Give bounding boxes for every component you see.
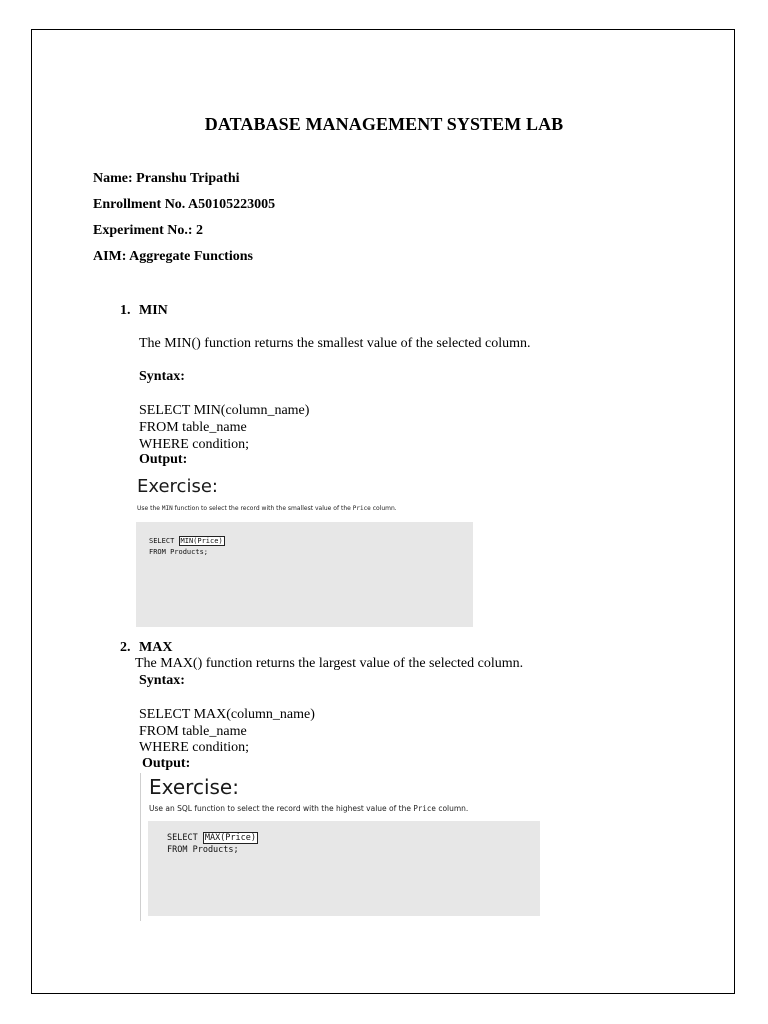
- section-2-description: The MAX() function returns the largest value of the selected column.: [135, 656, 524, 671]
- section-1-syntax-label: Syntax:: [139, 369, 185, 384]
- section-2-number: 2.: [120, 640, 131, 655]
- exercise-title: Exercise:: [149, 775, 239, 799]
- exercise-title: Exercise:: [137, 476, 218, 497]
- code-block: SELECT MAX(Price) FROM Products;: [167, 833, 257, 855]
- max-exercise-screenshot: [141, 773, 541, 919]
- code-editor-box: [148, 821, 540, 916]
- section-1-syntax-line: SELECT MIN(column_name): [139, 403, 310, 418]
- section-1-number: 1.: [120, 303, 131, 318]
- document-title: DATABASE MANAGEMENT SYSTEM LAB: [204, 114, 564, 134]
- section-2-heading: MAX: [139, 640, 173, 655]
- code-block: SELECT MIN(Price) FROM Products;: [149, 537, 223, 556]
- section-2-output-label: Output:: [142, 756, 191, 771]
- answer-input[interactable]: MAX(Price): [204, 833, 257, 843]
- student-name: Name: Pranshu Tripathi: [93, 171, 240, 186]
- section-1-heading: MIN: [139, 303, 168, 318]
- section-1-description: The MIN() function returns the smallest value of the selected column.: [139, 336, 531, 351]
- section-1-syntax-line: FROM table_name: [139, 420, 247, 435]
- min-exercise-screenshot: [133, 474, 473, 627]
- section-1-syntax-line: WHERE condition;: [139, 437, 250, 452]
- exercise-instruction: Use an SQL function to select the record with the highest value of the Price column.: [149, 804, 469, 813]
- aim: AIM: Aggregate Functions: [93, 249, 253, 264]
- section-2-syntax-line: FROM table_name: [139, 724, 247, 739]
- section-2-syntax-label: Syntax:: [139, 673, 185, 688]
- enrollment-number: Enrollment No. A50105223005: [93, 197, 276, 212]
- section-2-syntax-line: SELECT MAX(column_name): [139, 707, 315, 722]
- experiment-number: Experiment No.: 2: [93, 223, 204, 238]
- section-2-syntax-line: WHERE condition;: [139, 740, 250, 755]
- section-1-output-label: Output:: [139, 452, 188, 467]
- answer-input[interactable]: MIN(Price): [180, 537, 223, 545]
- code-editor-box: [136, 522, 473, 627]
- exercise-instruction: Use the MIN function to select the record with the smallest value of the Price column.: [137, 505, 397, 512]
